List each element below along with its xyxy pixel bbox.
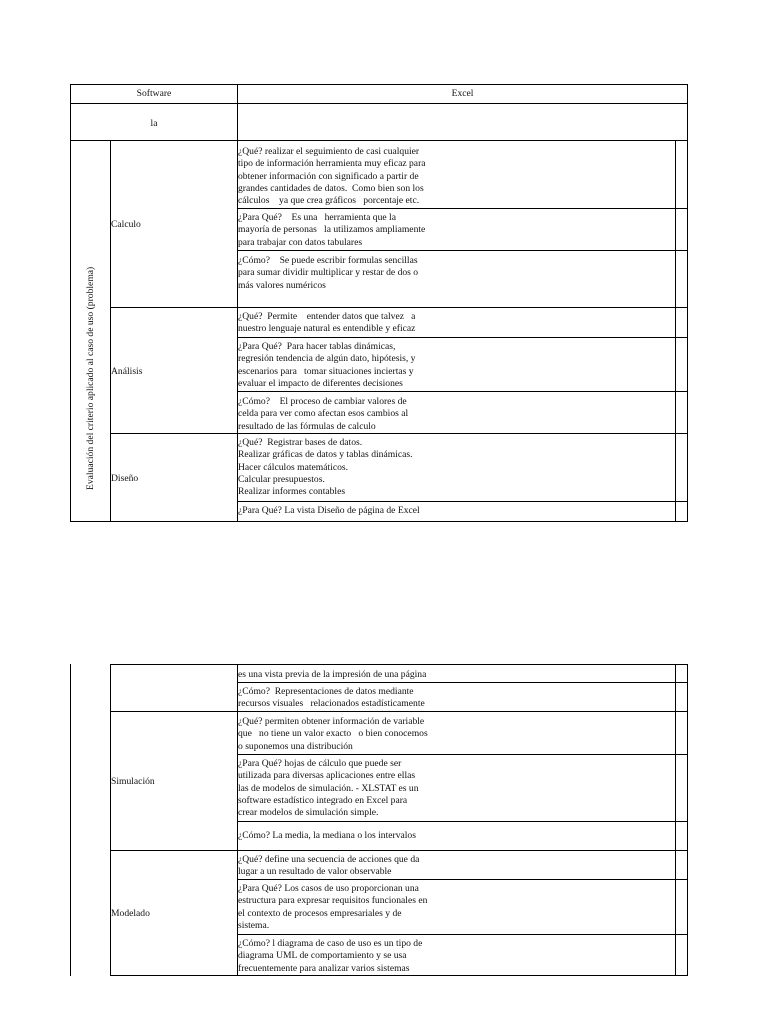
rule bbox=[70, 521, 688, 522]
rule bbox=[110, 664, 688, 665]
row-label-diseno: Diseño bbox=[111, 473, 139, 484]
rule bbox=[70, 103, 688, 104]
header-software: Software bbox=[136, 88, 172, 99]
rule bbox=[237, 821, 688, 822]
modelado-para-que: ¿Para Qué? Los casos de uso proporcionan una estructura para expresar requisitos funcionales en el contexto de procesos empresariales y de sistema. bbox=[238, 883, 428, 931]
rule bbox=[110, 711, 688, 712]
rule bbox=[110, 975, 688, 976]
header-excel: Excel bbox=[451, 88, 474, 99]
simulacion-como: ¿Cómo? La media, la mediana o los intervalos bbox=[238, 830, 416, 841]
modelado-como: ¿Cómo? l diagrama de caso de uso es un tipo de diagrama UML de comportamiento y se usa frecuentemente para analizar varios sistemas bbox=[238, 938, 423, 974]
row-label-calculo: Calculo bbox=[111, 219, 141, 230]
simulacion-para-que: ¿Para Qué? hojas de cálculo que puede ser utilizada para diversas aplicaciones entre ellas las de modelos de simulación. - XLSTAT es un software estadístico integrado en Excel para crear modelos de simulación simple. bbox=[238, 758, 419, 819]
rule bbox=[70, 84, 71, 522]
rule bbox=[237, 337, 688, 338]
header-la: la bbox=[150, 118, 158, 129]
modelado-que: ¿Qué? define una secuencia de acciones que da lugar a un resultado de valor observable bbox=[238, 854, 420, 878]
rule bbox=[70, 664, 71, 976]
row-label-analisis: Análisis bbox=[111, 366, 143, 377]
diseno-como: ¿Cómo? Representaciones de datos mediante recursos visuales relacionados estadísticamente bbox=[238, 686, 425, 710]
rule bbox=[70, 140, 688, 141]
row-label-simulacion: Simulación bbox=[111, 776, 155, 787]
analisis-que: ¿Qué? Permite entender datos que talvez a nuestro lenguaje natural es entendible y eficaz bbox=[238, 311, 416, 335]
analisis-como: ¿Cómo? El proceso de cambiar valores de celda para ver como afectan esos cambios al resultado de las fórmulas de calculo bbox=[238, 396, 409, 432]
rule bbox=[237, 682, 688, 683]
rule bbox=[237, 754, 688, 755]
row-label-modelado: Modelado bbox=[111, 908, 150, 919]
rule bbox=[675, 664, 676, 976]
rule bbox=[237, 208, 688, 209]
rule bbox=[237, 879, 688, 880]
rule bbox=[687, 84, 688, 522]
diseno-para-que: ¿Para Qué? La vista Diseño de página de Excel bbox=[238, 505, 420, 516]
vertical-criteria-label: Evaluación del criterio aplicado al caso de uso (problema) bbox=[85, 266, 96, 490]
rule bbox=[237, 250, 688, 251]
calculo-que: ¿Qué? realizar el seguimiento de casi cualquier tipo de información herramienta muy eficaz para obtener información con significado a partir de grandes cantidades de datos. Como bien son los cálculos ya que crea gráficos porcentaje etc. bbox=[238, 146, 426, 207]
analisis-para-que: ¿Para Qué? Para hacer tablas dinámicas, regresión tendencia de algún dato, hipótesis, y escenarios para tomar situaciones inciertas y evaluar el impacto de diferentes decisiones bbox=[238, 341, 416, 389]
diseno-continued: es una vista previa de la impresión de una página bbox=[238, 669, 427, 680]
rule bbox=[110, 850, 688, 851]
rule bbox=[70, 84, 688, 85]
rule bbox=[110, 433, 688, 434]
rule bbox=[687, 664, 688, 976]
rule bbox=[110, 307, 688, 308]
rule bbox=[675, 140, 676, 522]
calculo-para-que: ¿Para Qué? Es una herramienta que la mayoría de personas la utilizamos ampliamente para trabajar con datos tabulares bbox=[238, 212, 426, 248]
rule bbox=[110, 664, 111, 976]
rule bbox=[237, 934, 688, 935]
simulacion-que: ¿Qué? permiten obtener información de variable que no tiene un valor exacto o bien conocemos o suponemos una distribución bbox=[238, 716, 428, 752]
calculo-como: ¿Cómo? Se puede escribir formulas sencillas para sumar dividir multiplicar y restar de dos o más valores numéricos bbox=[238, 255, 419, 291]
rule bbox=[110, 140, 111, 522]
diseno-que: ¿Qué? Registrar bases de datos. Realizar gráficas de datos y tablas dinámicas. Hacer cálculos matemáticos. Calcular presupuestos. Realizar informes contables bbox=[238, 437, 413, 498]
rule bbox=[237, 391, 688, 392]
rule bbox=[237, 501, 688, 502]
